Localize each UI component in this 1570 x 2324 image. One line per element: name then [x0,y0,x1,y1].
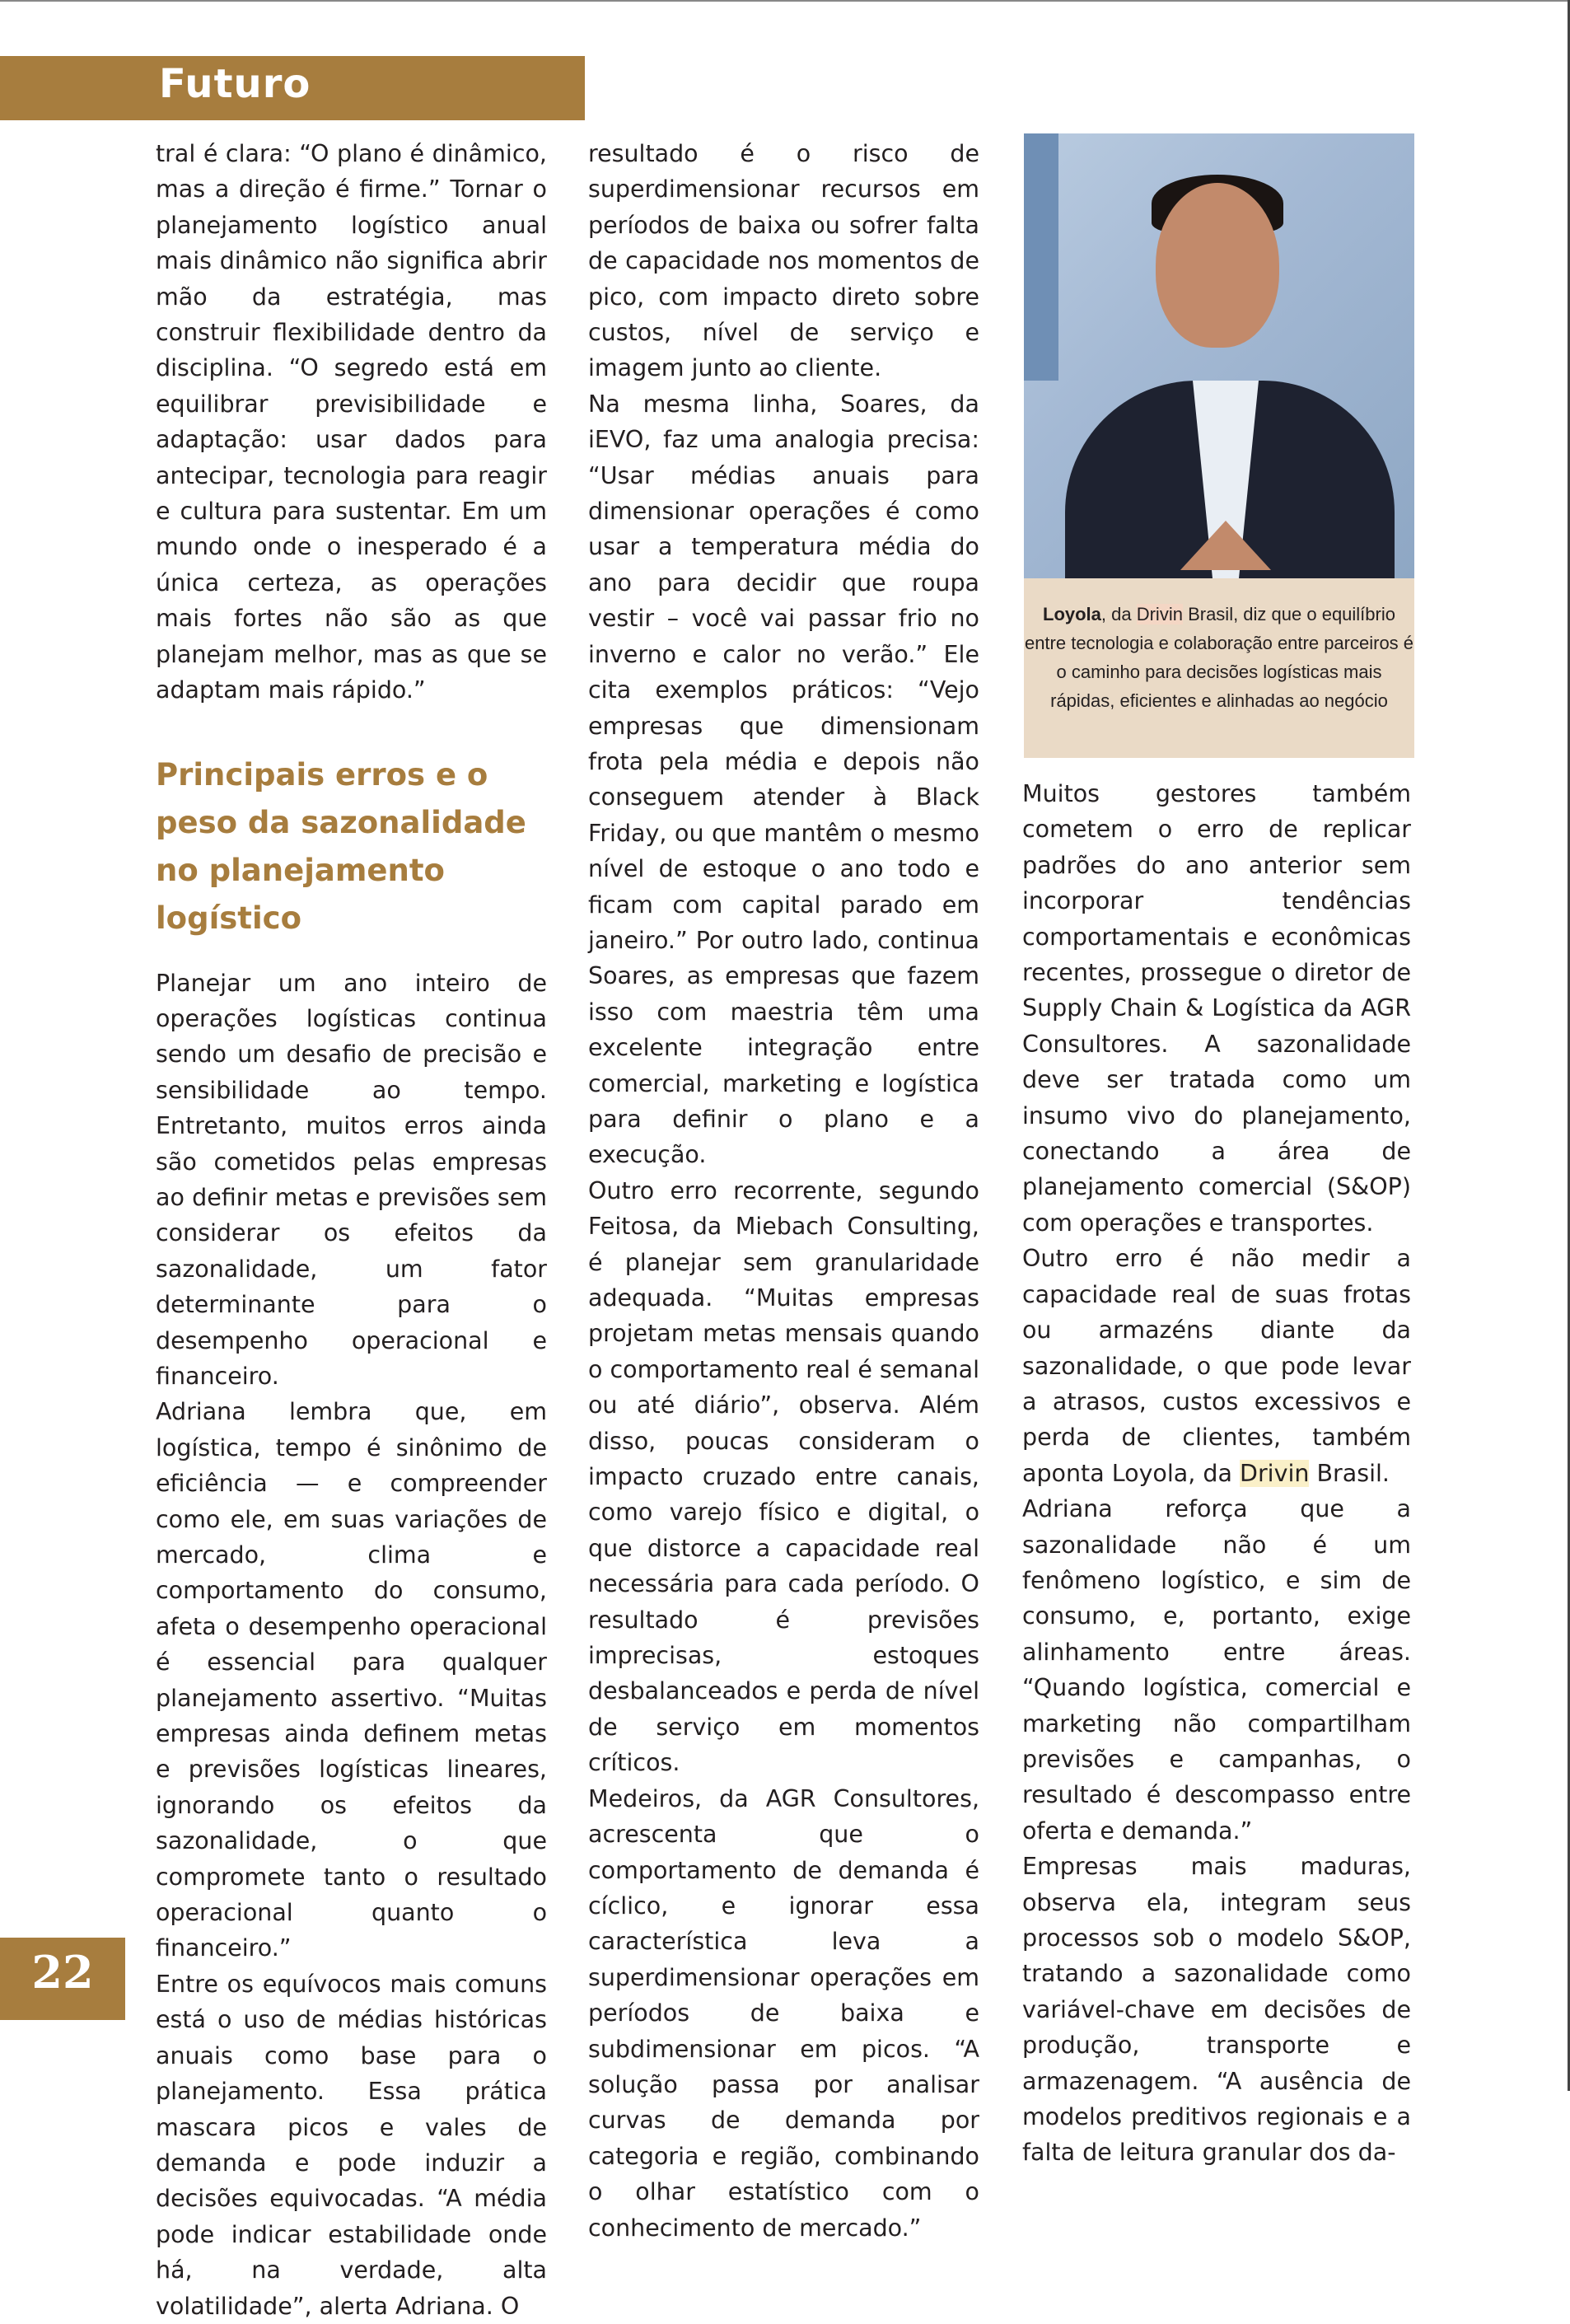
paragraph: Outro erro recorrente, segundo Feitosa, da Miebach Consulting, é planejar sem granularidade adequada. “Muitas empresas projetam metas mensais quando o comportamento real é semanal ou até diário”, observa. Além disso, poucas consideram o impacto cruzado entre canais, como varejo físico e digital, o que distorce a capacidade real necessária para cada período. O resultado é previsões imprecisas, estoques desbalanceados e perda de nível de serviço em momentos críticos. [588,1176,979,1777]
face [1156,183,1279,348]
page-number: 22 [31,1946,94,1999]
paragraph: Adriana lembra que, em logística, tempo é sinônimo de eficiência — e compreender como ele, em suas variações de mercado, clima e comportamento do consumo, afeta o desempenho operacional é essencial para qualquer planejamento assertivo. “Muitas empresas ainda definem metas e previsões logísticas lineares, ignorando os efeitos da sazonalidade, o que compromete tanto o resultado operacional quanto o financeiro.” [156,1398,547,1962]
paragraph: Entre os equívocos mais comuns está o uso de médias históricas anuais como base para o planejamento. Essa prática mascara picos e vales de demanda e pode induzir a decisões equivocadas. “A média pode indicar estabilidade onde há, na verdade, alta volatilidade”, alerta Adriana. O [156,1970,547,2320]
wall-frame [1024,133,1058,381]
caption-text: Brasil, diz que o equilíbrio entre tecnologia e colaboração entre parceiros é o caminho para decisões logísticas mais rápidas, eficientes e alinhadas ao negócio [1024,604,1414,711]
caption-text: , da [1100,604,1137,624]
paragraph: Planejar um ano inteiro de operações logísticas continua sendo um desafio de precisão e sensibilidade ao tempo. Entretanto, muitos erros ainda são cometidos pelas empresas ao definir metas e previsões sem considerar os efeitos da sazonalidade, um fator determinante para o desempenho operacional e financeiro. [156,969,547,1390]
paragraph: Na mesma linha, Soares, da iEVO, faz uma analogia precisa: “Usar médias anuais para dimensionar operações é como usar a temperatura média do ano para decidir que roupa vestir – você vai passar frio no inverno e calor no verão.” Ele cita exemplos práticos: “Vejo empresas que dimensionam frota pela média e depois não conseguem atender à Black Friday, ou que mantêm o mesmo nível de estoque o ano todo e ficam com capital parado em janeiro.” Por outro lado, continua Soares, as empresas que fazem isso com maestria têm uma excelente integração entre comercial, marketing e logística para definir o plano e a execução. [588,390,979,1169]
subheading: Principais erros e o peso da sazonalidade no planejamento logístico [156,756,526,936]
paragraph: resultado é o risco de superdimensionar recursos em períodos de baixa ou sofrer falta de capacidade nos momentos de pico, com impacto direto sobre custos, nível de serviço e imagem junto ao cliente. [588,140,979,382]
paragraph-text: Outro erro é não medir a capacidade real de suas frotas ou armazéns diante da sazonalidade, o que pode levar a atrasos, custos excessivos e perda de clientes, também aponta Loyola, da [1022,1245,1411,1487]
paragraph-text: Brasil. [1309,1459,1390,1487]
paragraph: Adriana reforça que a sazonalidade não é um fenômeno logístico, e sim de consumo, e, portanto, exige alinhamento entre áreas. “Quando logística, comercial e marketing não compartilham previsões e campanhas, o resultado é descompasso entre oferta e demanda.” [1022,1495,1411,1845]
paragraph: Medeiros, da AGR Consultores, acrescenta que o comportamento de demanda é cíclico, e ignorar essa característica leva a superdimensionar operações em períodos de baixa e subdimensionar em picos. “A solução passa por analisar curvas de demanda por categoria e região, combinando o olhar estatístico com o conhecimento de mercado.” [588,1784,979,2242]
page-top-rule [0,0,1570,2]
paragraph: Muitos gestores também cometem o erro de replicar padrões do ano anterior sem incorporar tendências comportamentais e econômicas recentes, prossegue o diretor de Supply Chain & Logística da AGR Consultores. A sazonalidade deve ser tratada como um insumo vivo do planejamento, conectando a área de planejamento comercial (S&OP) com operações e transportes. [1022,780,1411,1237]
paragraph: tral é clara: “O plano é dinâmico, mas a direção é firme.” Tornar o planejamento logístico anual mais dinâmico não significa abrir mão da estratégia, mas construir flexibilidade dentro da disciplina. “O segredo está em equilibrar previsibilidade e adaptação: usar dados para antecipar, tecnologia para reagir e cultura para sustentar. Em um mundo onde o inesperado é a única certeza, as operações mais fortes não são as que planejam melhor, mas as que se adaptam mais rápido.” [156,140,547,704]
caption-company-highlight: Drivin [1136,604,1183,624]
column-3 [1022,776,1411,2171]
column-1 [156,136,547,2324]
photo-caption [1024,578,1414,758]
section-title: Futuro [159,61,311,107]
company-highlight: Drivin [1240,1459,1310,1487]
paragraph [1022,1241,1411,1491]
paragraph: Empresas mais maduras, observa ela, integram seus processos sob o modelo S&OP, tratando a sazonalidade como variável-chave em decisões de produção, transporte e armazenagem. “A ausência de modelos preditivos regionais e a falta de leitura granular dos da- [1022,1853,1411,2167]
caption-name: Loyola [1043,604,1101,624]
column-2 [588,136,979,2246]
portrait-photo [1024,133,1414,578]
